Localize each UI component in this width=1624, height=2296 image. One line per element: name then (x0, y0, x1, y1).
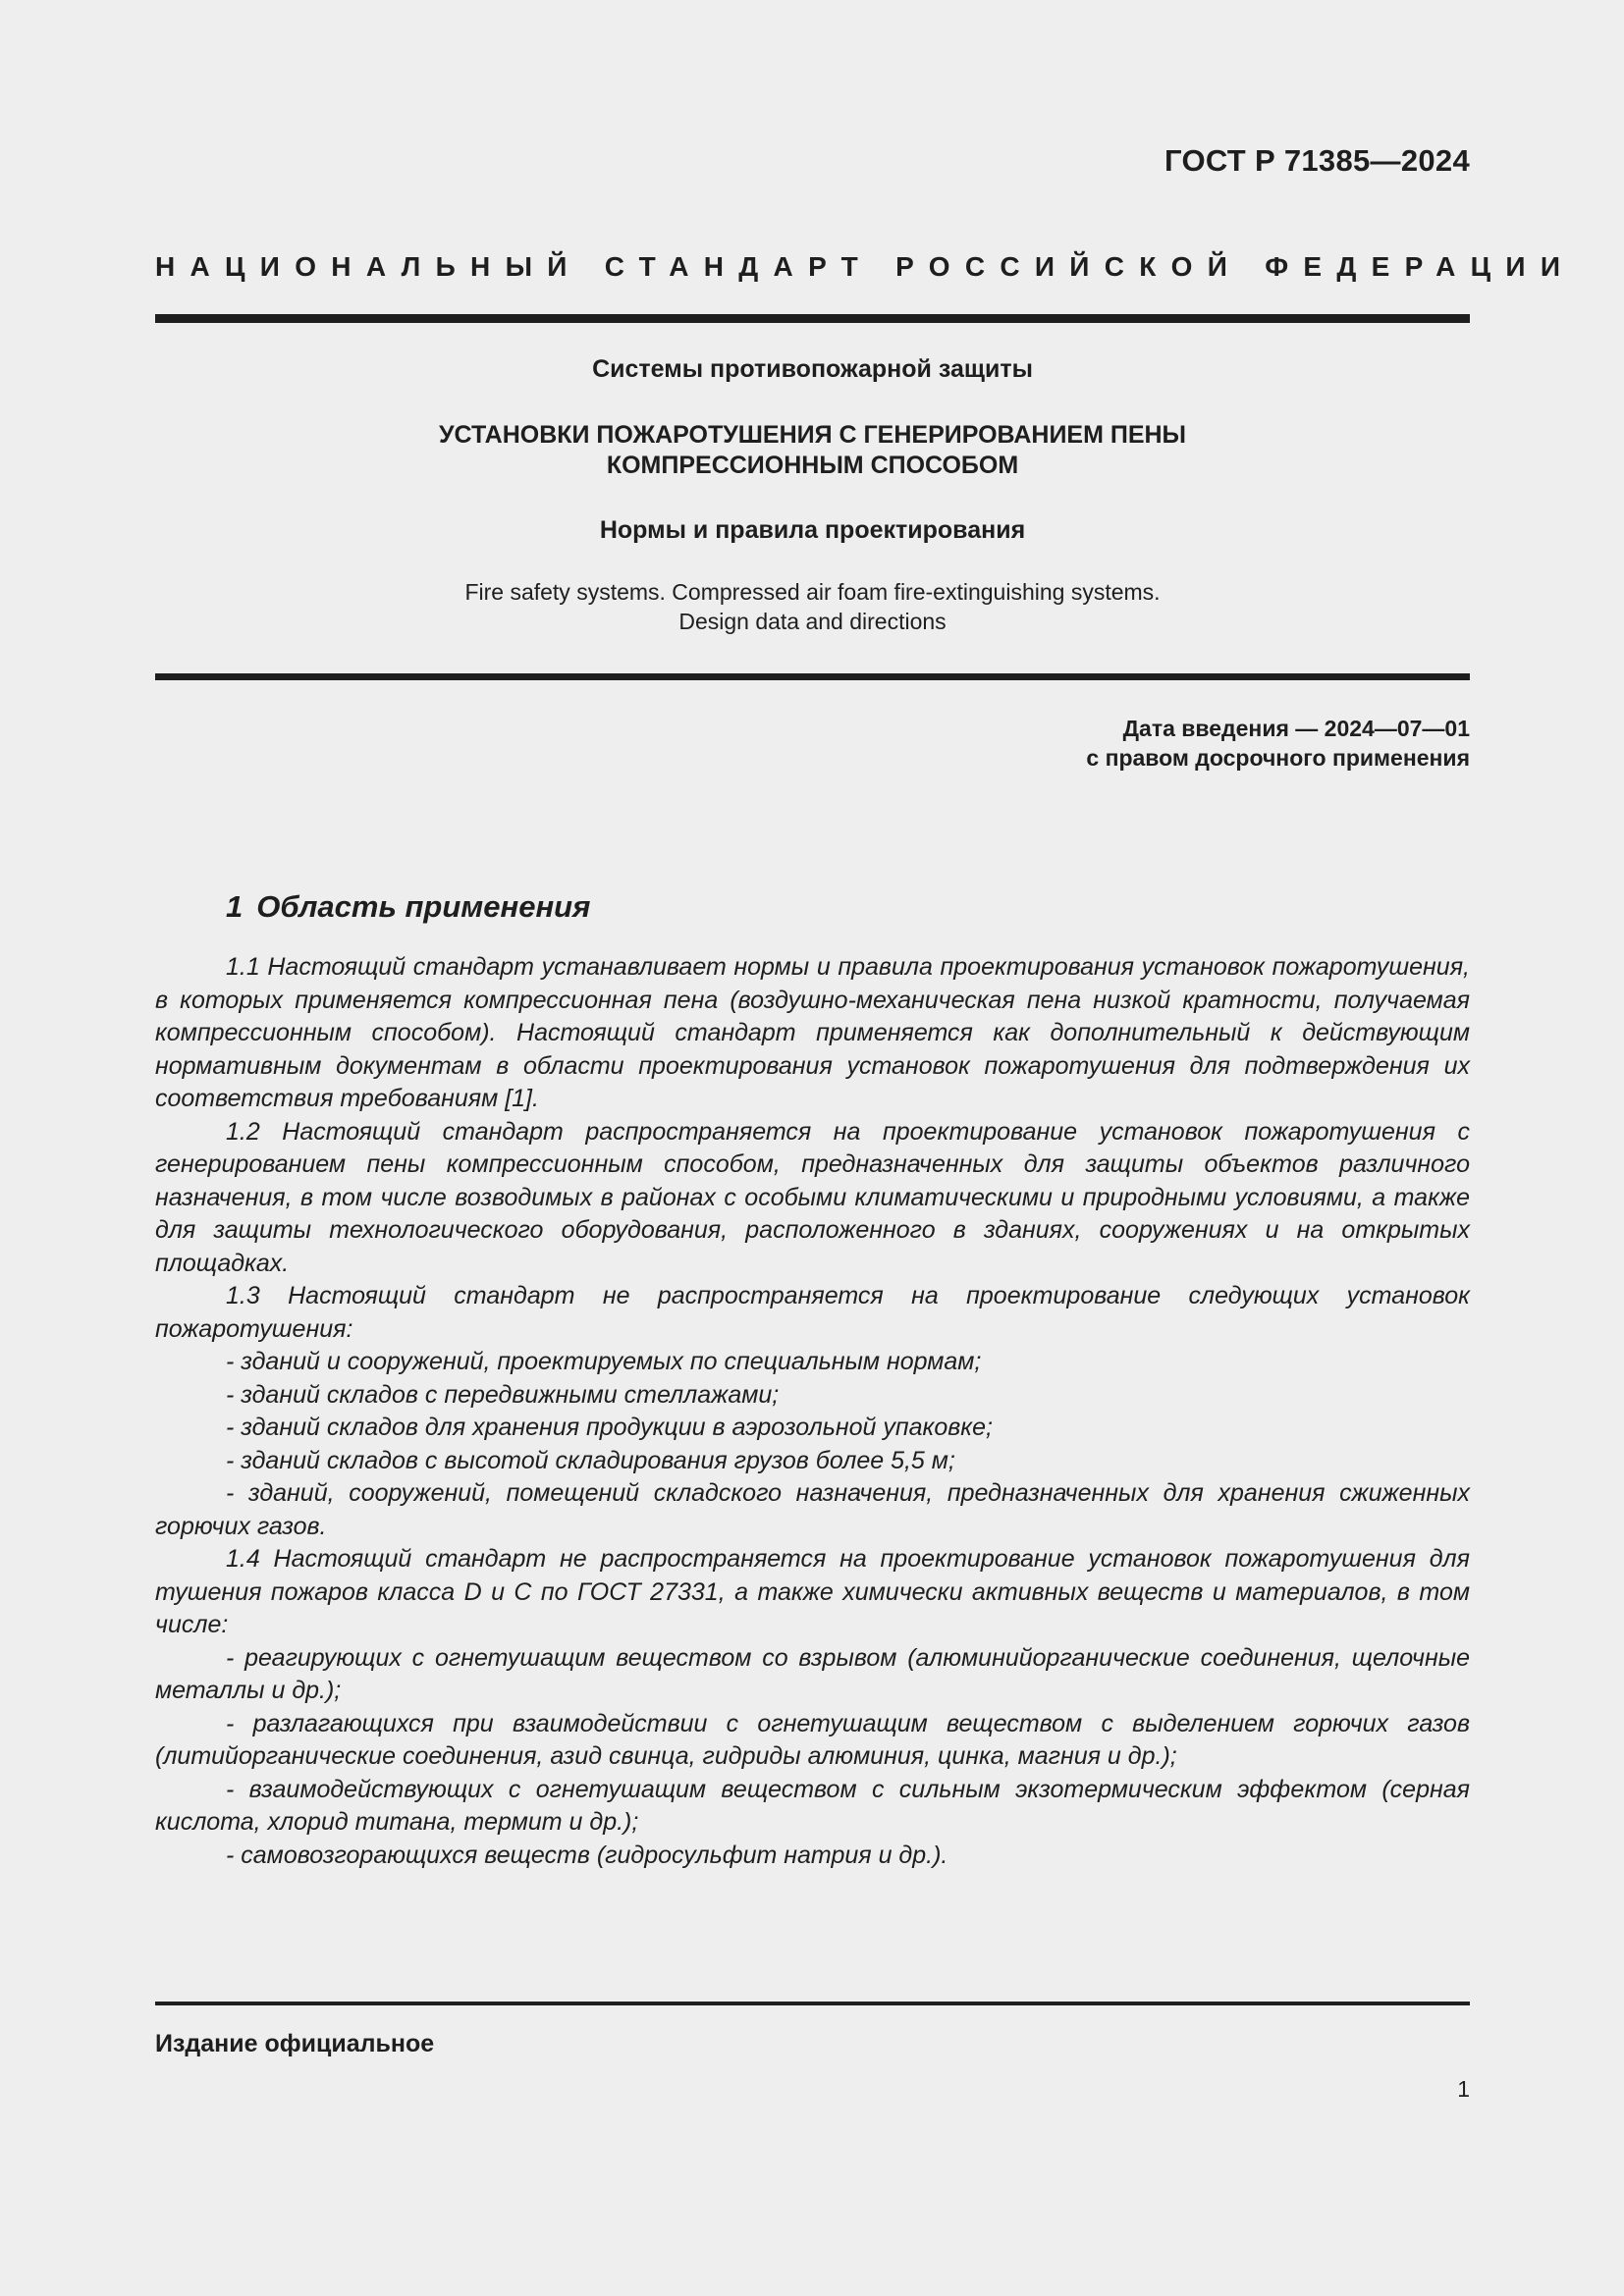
section-body (155, 951, 1470, 1872)
page-number: 1 (1457, 2076, 1470, 2102)
list-item: - самовозгорающихся веществ (гидросульфит натрия и др.). (226, 1841, 948, 1869)
list-item: - зданий, сооружений, помещений складского назначения, предназначенных для хранения сжиженных горючих газов. (155, 1479, 1470, 1540)
list-item: - зданий складов с передвижными стеллажами; (226, 1380, 780, 1409)
section-title: Область применения (256, 889, 591, 924)
standard-main-title (155, 420, 1470, 481)
list-item: - взаимодействующих с огнетушащим веществом с сильным экзотермическим эффектом (серная кислота, хлорид титана, термит и др.); (155, 1775, 1470, 1836)
standard-subtitle: Нормы и правила проектирования (599, 516, 1026, 544)
list-item: - зданий складов для хранения продукции в аэрозольной упаковке; (226, 1414, 993, 1441)
footer-divider (155, 2002, 1470, 2005)
early-application-line: с правом досрочного применения (1086, 745, 1470, 771)
list-item: - зданий и сооружений, проектируемых по специальным нормам; (226, 1348, 982, 1375)
list-item: - зданий складов с высотой складирования грузов более 5,5 м; (226, 1446, 955, 1474)
english-title-line-1: Fire safety systems. Compressed air foam fire-extinguishing systems. (464, 579, 1161, 605)
title-divider (155, 673, 1470, 680)
english-title-line-2: Design data and directions (678, 609, 947, 634)
standard-number: ГОСТ Р 71385—2024 (1164, 143, 1470, 178)
paragraph-1-1: 1.1 Настоящий стандарт устанавливает нормы и правила проектирования установок пожаротушения, в которых применяется компрессионная пена (воздушно-механическая пена низкой кратности, получаемая компрессионным способом). Настоящий стандарт применяется как дополнительный к действующим нормативным документам в области проектирования установок пожаротушения для подтверждения их соответствия требованиям [1]. (155, 953, 1470, 1112)
main-title-line-1: УСТАНОВКИ ПОЖАРОТУШЕНИЯ С ГЕНЕРИРОВАНИЕМ ПЕНЫ (438, 421, 1187, 449)
top-divider (155, 314, 1470, 323)
section-heading (226, 889, 590, 925)
paragraph-1-3: 1.3 Настоящий стандарт не распространяется на проектирование следующих установок пожаротушения: (155, 1282, 1470, 1343)
standard-subject: Системы противопожарной защиты (592, 355, 1033, 383)
introduction-date-line: Дата введения — 2024—07—01 (1122, 716, 1470, 741)
list-item: - реагирующих с огнетушащим веществом со взрывом (алюминийорганические соединения, щелочные металлы и др.); (155, 1643, 1470, 1704)
introduction-date (1086, 714, 1470, 773)
section-number: 1 (226, 889, 244, 924)
official-edition-label: Издание официальное (155, 2030, 435, 2057)
organization-title: НАЦИОНАЛЬНЫЙ СТАНДАРТ РОССИЙСКОЙ ФЕДЕРАЦИИ (155, 251, 1576, 282)
document-page (155, 0, 1576, 2296)
paragraph-1-2: 1.2 Настоящий стандарт распространяется на проектирование установок пожаротушения с генерированием пены компрессионным способом, предназначенных для защиты объектов различного назначения, в том числе возводимых в районах с особыми климатическими и природными условиями, а также для защиты технологического оборудования, расположенного в зданиях, сооружениях и на открытых площадках. (155, 1117, 1470, 1277)
english-title (155, 577, 1470, 636)
main-title-line-2: КОМПРЕССИОННЫМ СПОСОБОМ (606, 452, 1019, 479)
list-item: - разлагающихся при взаимодействии с огнетушащим веществом с выделением горючих газов (литийорганические соединения, азид свинца, гидриды алюминия, цинка, магния и др.); (155, 1709, 1470, 1770)
paragraph-1-4: 1.4 Настоящий стандарт не распространяется на проектирование установок пожаротушения для тушения пожаров класса D и C по ГОСТ 27331, а также химически активных веществ и материалов, в том числе: (155, 1545, 1470, 1638)
